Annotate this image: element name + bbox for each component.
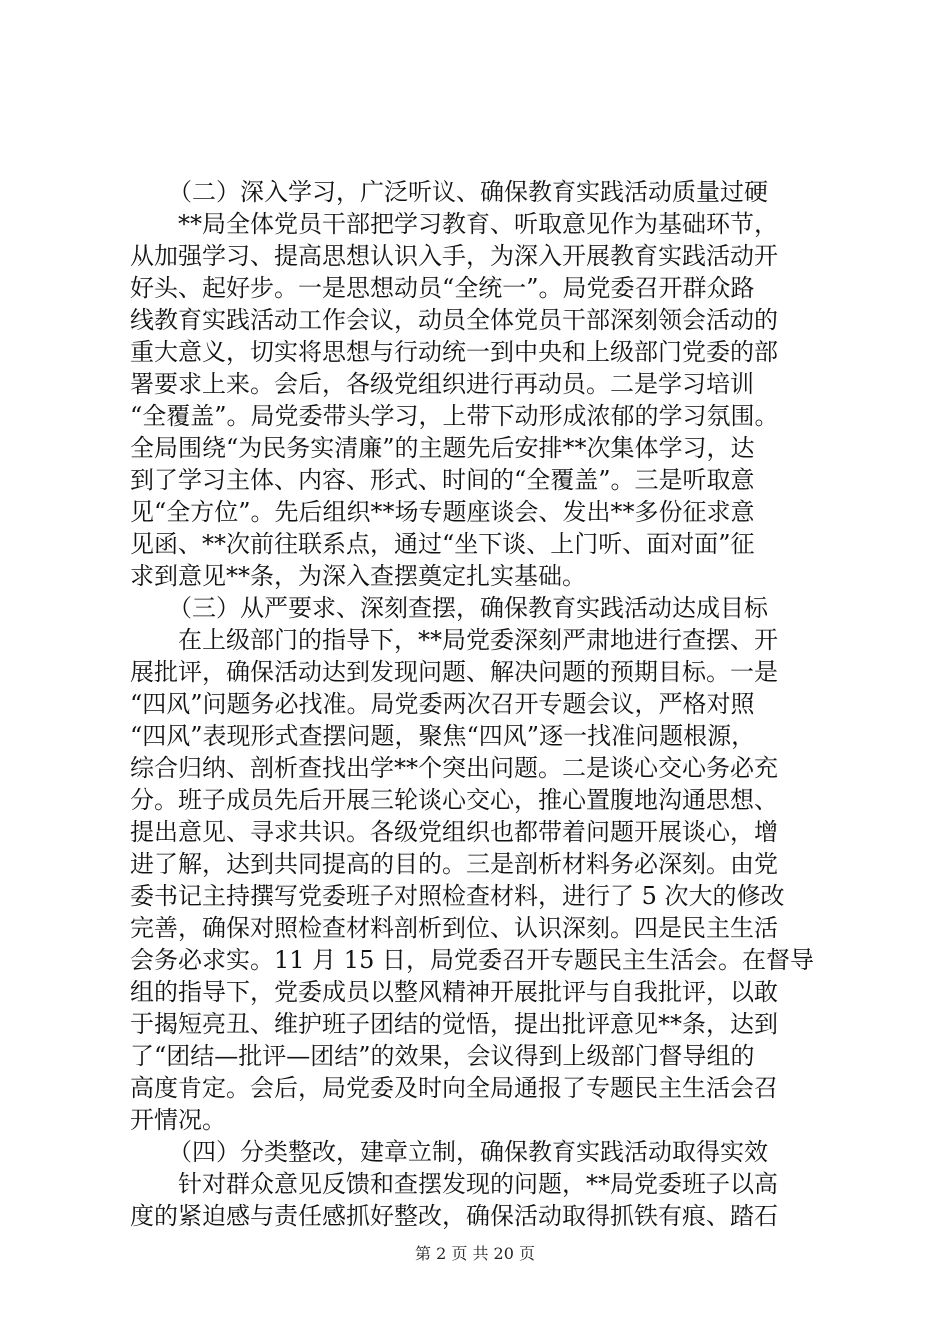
paragraph-line: 于揭短亮丑、维护班子团结的觉悟，提出批评意见**条，达到 [130, 1010, 778, 1038]
paragraph-line: 从加强学习、提高思想认识入手，为深入开展教育实践活动开 [130, 242, 778, 270]
paragraph-line: 综合归纳、剖析查找出学**个突出问题。二是谈心交心务必充 [130, 754, 778, 782]
page-footer: 第 2 页 共 20 页 [415, 1244, 535, 1263]
paragraph-line: 展批评，确保活动达到发现问题、解决问题的预期目标。一是 [130, 658, 778, 686]
paragraph-line: 线教育实践活动工作会议，动员全体党员干部深刻领会活动的 [130, 306, 778, 334]
section-heading: （三）从严要求、深刻查摆，确保教育实践活动达成目标 [168, 594, 768, 622]
paragraph-line: “四风”问题务必找准。局党委两次召开专题会议，严格对照 [130, 690, 755, 718]
paragraph-line: 重大意义，切实将思想与行动统一到中央和上级部门党委的部 [130, 338, 778, 366]
paragraph-line: 在上级部门的指导下，**局党委深刻严肃地进行查摆、开 [178, 626, 778, 654]
paragraph-line: 见函、**次前往联系点，通过“坐下谈、上门听、面对面”征 [130, 530, 755, 558]
section-heading: （四）分类整改，建章立制，确保教育实践活动取得实效 [168, 1138, 768, 1166]
paragraph-line: “全覆盖”。局党委带头学习，上带下动形成浓郁的学习氛围。 [130, 402, 779, 430]
paragraph-line: 开情况。 [130, 1106, 226, 1134]
paragraph-line: 分。班子成员先后开展三轮谈心交心，推心置腹地沟通思想、 [130, 786, 778, 814]
paragraph-line: 署要求上来。会后，各级党组织进行再动员。二是学习培训 [130, 370, 754, 398]
paragraph-line: 委书记主持撰写党委班子对照检查材料，进行了 5 次大的修改 [130, 882, 785, 910]
paragraph-line: 组的指导下，党委成员以整风精神开展批评与自我批评，以敢 [130, 978, 778, 1006]
paragraph-line: 好头、起好步。一是思想动员“全统一”。局党委召开群众路 [130, 274, 755, 302]
paragraph-line: 全局围绕“为民务实清廉”的主题先后安排**次集体学习，达 [130, 434, 755, 462]
paragraph-line: 针对群众意见反馈和查摆发现的问题，**局党委班子以高 [178, 1170, 778, 1198]
paragraph-line: 了“团结—批评—团结”的效果，会议得到上级部门督导组的 [130, 1042, 755, 1070]
paragraph-line: 度的紧迫感与责任感抓好整改，确保活动取得抓铁有痕、踏石 [130, 1202, 778, 1230]
paragraph-line: 求到意见**条，为深入查摆奠定扎实基础。 [130, 562, 586, 590]
paragraph-line: 提出意见、寻求共识。各级党组织也都带着问题开展谈心，增 [130, 818, 778, 846]
paragraph-line: **局全体党员干部把学习教育、听取意见作为基础环节， [178, 210, 778, 238]
paragraph-line: 到了学习主体、内容、形式、时间的“全覆盖”。三是听取意 [130, 466, 755, 494]
paragraph-line: “四风”表现形式查摆问题，聚焦“四风”逐一找准问题根源， [130, 722, 756, 750]
paragraph-line: 高度肯定。会后，局党委及时向全局通报了专题民主生活会召 [130, 1074, 778, 1102]
paragraph-line: 进了解，达到共同提高的目的。三是剖析材料务必深刻。由党 [130, 850, 778, 878]
paragraph-line: 见“全方位”。先后组织**场专题座谈会、发出**多份征求意 [130, 498, 755, 526]
paragraph-line: 会务必求实。11 月 15 日，局党委召开专题民主生活会。在督导 [130, 946, 814, 974]
paragraph-line: 完善，确保对照检查材料剖析到位、认识深刻。四是民主生活 [130, 914, 778, 942]
section-heading: （二）深入学习，广泛听议、确保教育实践活动质量过硬 [168, 178, 768, 206]
